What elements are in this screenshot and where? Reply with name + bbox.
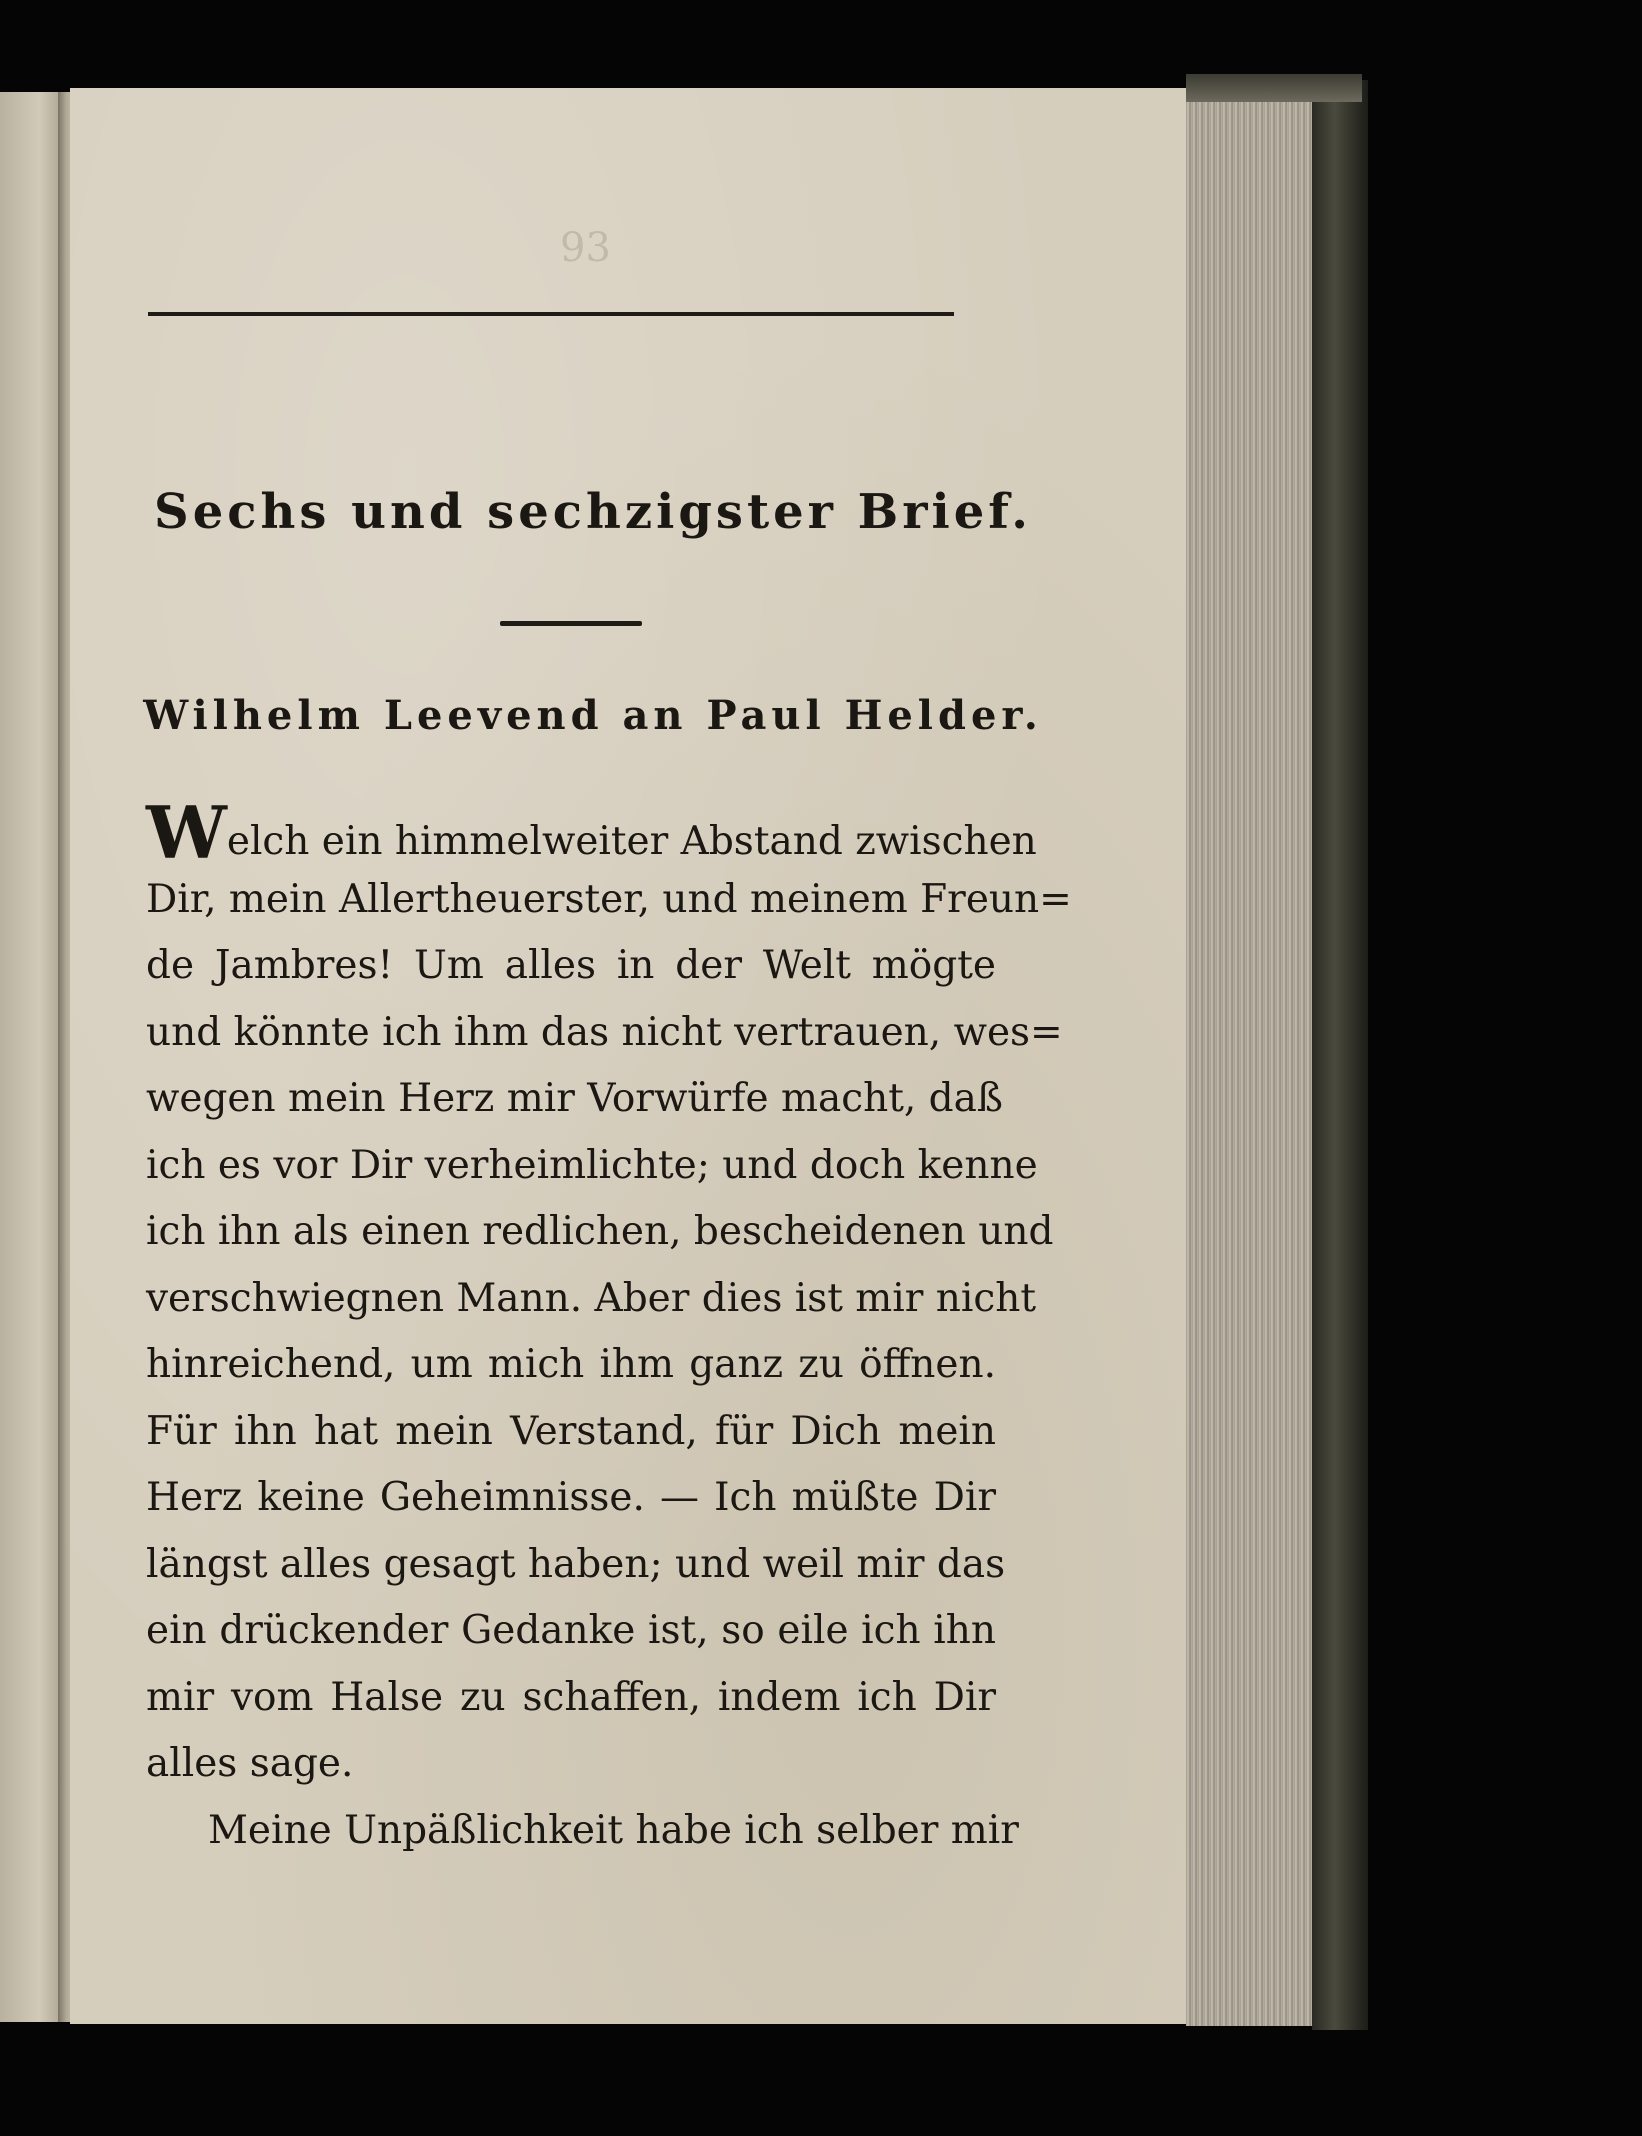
text-line-14: mir vom Halse zu schaffen, indem ich Dir xyxy=(146,1674,996,1720)
text-line-11: Herz keine Geheimnisse. — Ich müßte Dir xyxy=(146,1475,996,1520)
text-line-5: wegen mein Herz mir Vorwürfe macht, daß xyxy=(146,1076,1003,1121)
text-line-8: verschwiegnen Mann. Aber dies ist mir nicht xyxy=(146,1275,1037,1321)
book-cover-edge xyxy=(1312,80,1368,2030)
letter-body xyxy=(146,790,1072,1864)
page-stack-edges xyxy=(1186,84,1316,2026)
book-top-edge xyxy=(1186,74,1362,102)
drop-cap: W xyxy=(146,790,227,875)
text-line-1: Welch ein himmelweiter Abstand zwischen xyxy=(146,790,1037,875)
text-line-13: ein drückender Gedanke ist, so eile ich ihn xyxy=(146,1608,996,1653)
text-line-16: Meine Unpäßlichkeit habe ich selber mir xyxy=(208,1807,1019,1853)
text-line-6: ich es vor Dir verheimlichte; und doch kenne xyxy=(146,1142,1038,1188)
letter-salutation: Wilhelm Leevend an Paul Helder. xyxy=(143,692,1043,739)
text-line-12: längst alles gesagt haben; und weil mir das xyxy=(146,1541,1006,1587)
text-line-10: Für ihn hat mein Verstand, für Dich mein xyxy=(146,1408,996,1454)
text-line-4: und könnte ich ihm das nicht vertrauen, wes= xyxy=(146,1009,1063,1055)
ghost-page-number: 93 xyxy=(560,225,611,271)
title-rule xyxy=(500,621,642,626)
text-line-15: alles sage. xyxy=(146,1741,354,1786)
letter-title: Sechs und sechzigster Brief. xyxy=(154,484,1032,540)
text-line-7: ich ihn als einen redlichen, bescheidenen und xyxy=(146,1209,1054,1254)
text-line-9: hinreichend, um mich ihm ganz zu öffnen. xyxy=(146,1342,996,1387)
left-page-edge xyxy=(0,92,66,2022)
header-rule xyxy=(148,312,954,316)
text-line-3: de Jambres! Um alles in der Welt mögte xyxy=(146,943,996,988)
text-line-2: Dir, mein Allertheuerster, und meinem Freun= xyxy=(146,876,1072,922)
